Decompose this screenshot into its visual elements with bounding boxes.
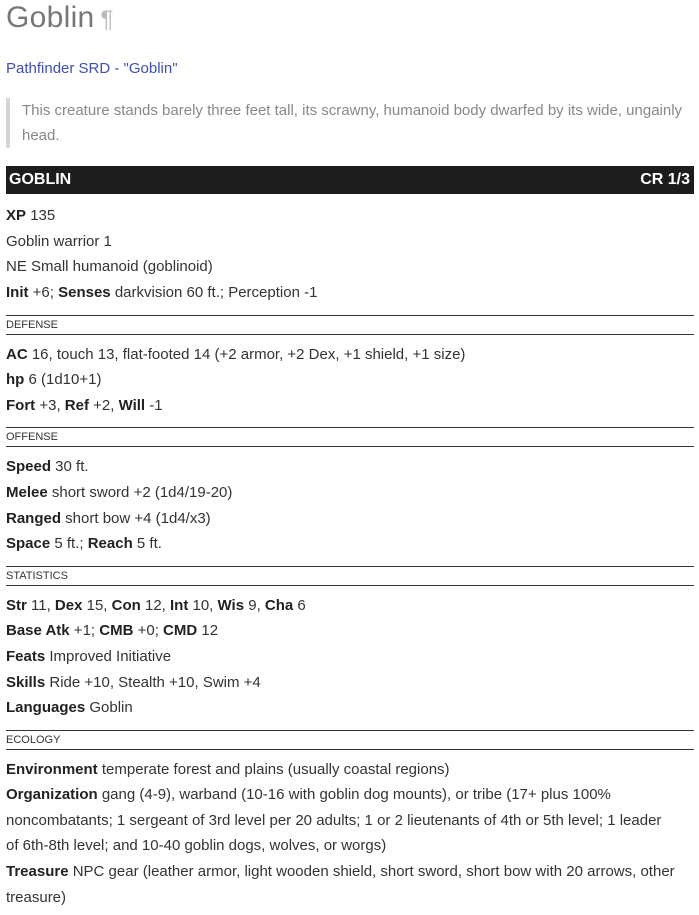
skills-label: Skills [6,674,46,691]
section-header-defense: DEFENSE [6,315,694,335]
combat-stats-line [6,621,218,641]
hp-value: 6 (1d10+1) [24,371,102,388]
init-label: Init [6,284,29,301]
reach-label: Reach [87,535,133,552]
cmd-label: CMD [163,622,198,639]
senses-label: Senses [58,284,111,301]
wis-value: 9, [244,597,265,614]
cmd-value: 12 [197,622,219,639]
page-title [6,0,114,38]
melee-value: short sword +2 (1d4/19-20) [47,484,233,501]
melee-line [6,483,232,503]
space-label: Space [6,535,51,552]
xp-line [6,206,55,226]
pilcrow-icon[interactable]: ¶ [100,6,114,33]
speed-line [6,457,89,477]
ac-line [6,345,465,365]
organization-label: Organization [6,786,98,803]
cha-value: 6 [293,597,306,614]
fort-value: +3, [35,397,65,414]
dex-label: Dex [54,597,83,614]
int-value: 10, [188,597,218,614]
hp-label: hp [6,371,25,388]
cmb-label: CMB [99,622,134,639]
con-value: 12, [140,597,170,614]
ac-value: 16, touch 13, flat-footed 14 (+2 armor, +2 Dex, +1 shield, +1 size) [27,346,466,363]
xp-value: 135 [30,207,56,224]
cmb-value: +0; [133,622,164,639]
space-value: 5 ft.; [50,535,88,552]
con-label: Con [111,597,141,614]
str-value: 11, [26,597,55,614]
speed-label: Speed [6,458,52,475]
cha-label: Cha [264,597,294,614]
init-senses-line [6,283,317,303]
creature-name: GOBLIN [9,171,72,188]
ability-scores-line [6,596,306,616]
challenge-rating: CR 1/3 [640,171,690,188]
ranged-line [6,509,211,529]
str-label: Str [6,597,27,614]
type-line: NE Small humanoid (goblinoid) [6,258,213,275]
languages-value: Goblin [85,699,133,716]
class-line: Goblin warrior 1 [6,233,112,250]
description-quote: This creature stands barely three feet tall, its scrawny, humanoid body dwarfed by its wide, ungainly head. [6,98,692,148]
section-header-ecology: ECOLOGY [6,730,694,750]
bab-label: Base Atk [6,622,70,639]
xp-label: XP [6,207,27,224]
skills-value: Ride +10, Stealth +10, Swim +4 [45,674,261,691]
ref-value: +2, [88,397,119,414]
feats-value: Improved Initiative [45,648,172,665]
treasure-label: Treasure [6,863,69,880]
reach-value: 5 ft. [132,535,162,552]
skills-line [6,673,261,693]
languages-line [6,698,133,718]
source-link[interactable]: Pathfinder SRD - "Goblin" [6,60,178,77]
ac-label: AC [6,346,28,363]
section-header-offense: OFFENSE [6,427,694,447]
hp-line [6,370,101,390]
languages-label: Languages [6,699,86,716]
ranged-label: Ranged [6,510,62,527]
feats-label: Feats [6,648,46,665]
title-text: Goblin [6,1,95,34]
treasure-value: NPC gear (leather armor, light wooden shield, short sword, short bow with 20 arrows, other treasure) [6,863,675,906]
environment-line [6,760,450,780]
section-header-statistics: STATISTICS [6,566,694,586]
space-reach-line [6,534,162,554]
will-value: -1 [145,397,163,414]
melee-label: Melee [6,484,48,501]
treasure-paragraph [6,859,676,910]
dex-value: 15, [82,597,112,614]
init-value: +6; [28,284,59,301]
environment-value: temperate forest and plains (usually coastal regions) [97,761,450,778]
fort-label: Fort [6,397,36,414]
bab-value: +1; [69,622,100,639]
wis-label: Wis [217,597,245,614]
int-label: Int [170,597,189,614]
will-label: Will [118,397,146,414]
ref-label: Ref [64,397,89,414]
senses-value: darkvision 60 ft.; Perception -1 [110,284,318,301]
statblock-header [6,166,694,194]
ranged-value: short bow +4 (1d4/x3) [61,510,211,527]
environment-label: Environment [6,761,98,778]
saves-line [6,396,163,416]
organization-value: gang (4-9), warband (10-16 with goblin dog mounts), or tribe (17+ plus 100% noncombatants; 1 sergeant of 3rd level per 20 adults; 1 or 2 lieutenants of 4th or 5th level; 1 leader of 6th-8th level; and 10-40 goblin dogs, wolves, or worgs) [6,786,662,854]
organization-paragraph [6,782,676,859]
speed-value: 30 ft. [51,458,89,475]
feats-line [6,647,171,667]
